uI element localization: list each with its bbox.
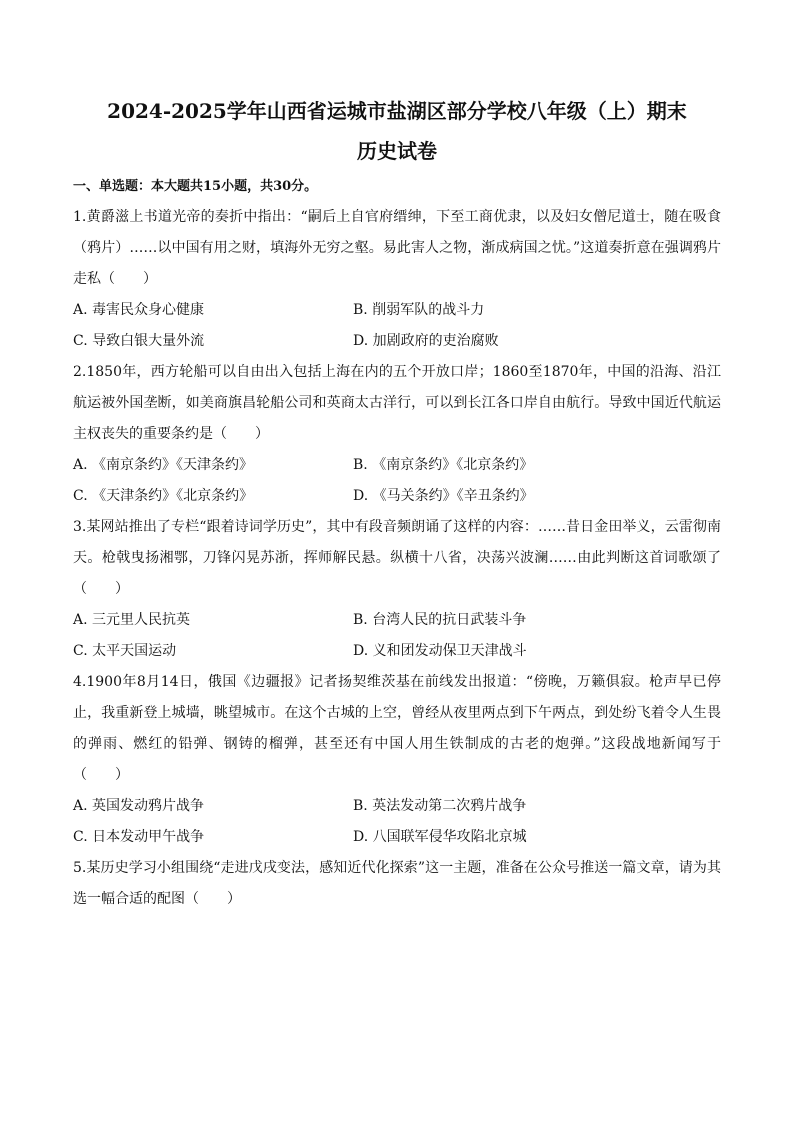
- exam-title-line2: 历史试卷: [357, 139, 437, 163]
- question-5-stem: 5.某历史学习小组围绕“走进戊戌变法，感知近代化探索”这一主题，准备在公众号推送一篇文章，请为其选一幅合适的配图（ ）: [73, 860, 721, 907]
- question-3-stem: 3.某网站推出了专栏“跟着诗词学历史”，其中有段音频朗诵了这样的内容：……昔日金田举义，云雷彻南天。枪戟曳扬湘鄂，刀锋闪晃苏浙，挥师解民悬。纵横十八省，决荡兴波澜……由此判断这首词歌颂了（ ）: [73, 519, 721, 597]
- question-2-option-a: A. 《南京条约》《天津条约》: [73, 457, 254, 473]
- question-1-stem: 1.黄爵滋上书道光帝的奏折中指出：“嗣后上自官府缙绅，下至工商优隶，以及妇女僧尼道士，随在吸食（鸦片）……以中国有用之财，填海外无穷之壑。易此害人之物，渐成病国之忧。”这道奏折意在强调鸦片走私（ ）: [73, 209, 721, 287]
- question-3-option-a: A. 三元里人民抗英: [73, 612, 191, 628]
- question-3-option-d: D. 义和团发动保卫天津战斗: [353, 643, 527, 659]
- question-2-option-c: C. 《天津条约》《北京条约》: [73, 488, 254, 504]
- question-2-option-b: B. 《南京条约》《北京条约》: [353, 457, 534, 473]
- question-1-option-d: D. 加剧政府的吏治腐败: [353, 333, 499, 349]
- question-1-option-c: C. 导致白银大量外流: [73, 333, 205, 349]
- question-1-option-a: A. 毒害民众身心健康: [73, 302, 205, 318]
- section-heading: 一、单选题：本大题共15小题，共30分。: [73, 179, 318, 194]
- question-3-options: [73, 605, 721, 667]
- question-4-option-c: C. 日本发动甲午战争: [73, 829, 205, 845]
- question-4-option-b: B. 英法发动第二次鸦片战争: [353, 798, 527, 814]
- question-3-option-c: C. 太平天国运动: [73, 643, 177, 659]
- question-4-option-d: D. 八国联军侵华攻陷北京城: [353, 829, 527, 845]
- question-2-option-d: D. 《马关条约》《辛丑条约》: [353, 488, 534, 504]
- question-4-options: [73, 791, 721, 853]
- question-1-options: [73, 295, 721, 357]
- question-2-options: [73, 450, 721, 512]
- exam-title-line1: 2024-2025学年山西省运城市盐湖区部分学校八年级（上）期末: [107, 99, 687, 123]
- question-2-stem: 2.1850年，西方轮船可以自由出入包括上海在内的五个开放口岸；1860至1870年，中国的沿海、沿江航运被外国垄断，如美商旗昌轮船公司和英商太古洋行，可以到长江各口岸自由航行。导致中国近代航运主权丧失的重要条约是（ ）: [73, 364, 721, 442]
- question-3-option-b: B. 台湾人民的抗日武装斗争: [353, 612, 527, 628]
- question-1-option-b: B. 削弱军队的战斗力: [353, 302, 485, 318]
- question-4-option-a: A. 英国发动鸦片战争: [73, 798, 205, 814]
- question-4-stem: 4.1900年8月14日，俄国《边疆报》记者扬契维茨基在前线发出报道：“傍晚，万籁俱寂。枪声早已停止，我重新登上城墙，眺望城市。在这个古城的上空，曾经从夜里两点到下午两点，到处纷飞着令人生畏的弹雨、燃红的铅弹、钢铸的榴弹，甚至还有中国人用生铁制成的古老的炮弹。”这段战地新闻写于（ ）: [73, 674, 721, 783]
